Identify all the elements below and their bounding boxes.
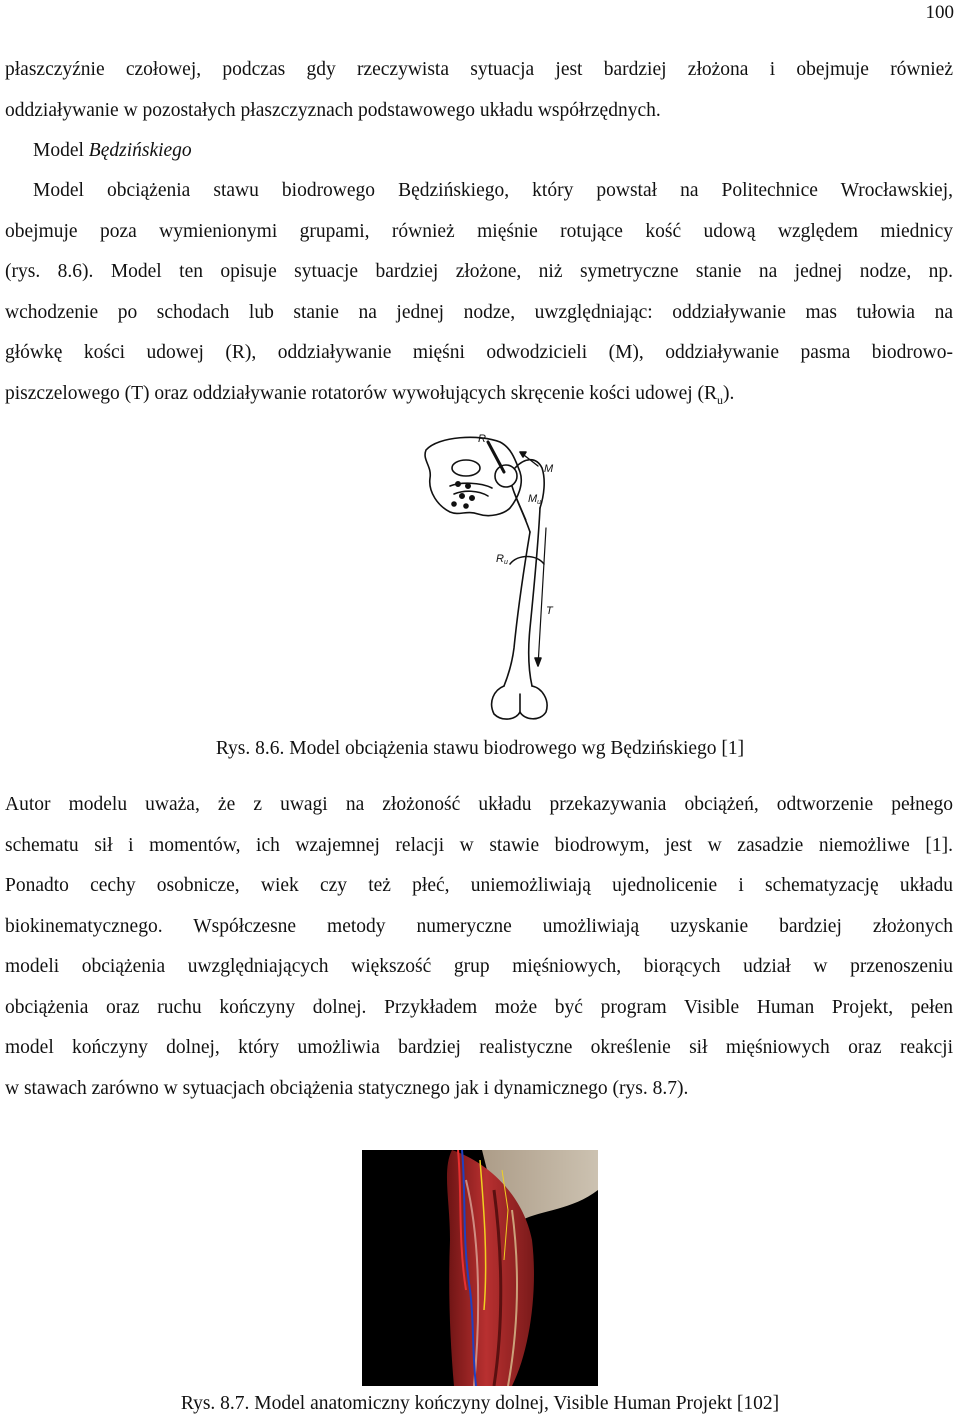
text-line: model kończyny dolnej, który umożliwia bardziej realistyczne określenie sił mięśniowych oraz reakcji	[5, 1037, 953, 1058]
femur-pelvis-diagram	[420, 428, 560, 728]
force-label-m: M	[544, 463, 554, 475]
force-label-ru: Ru	[496, 553, 508, 566]
text-line: w stawach zarówno w sytuacjach obciążenia statycznego jak i dynamicznego (rys. 8.7).	[5, 1077, 689, 1099]
page-number: 100	[925, 2, 954, 23]
section-heading: Model Będzińskiego	[33, 140, 192, 161]
text-line: (rys. 8.6). Model ten opisuje sytuacje bardziej złożone, niż symetryczne stanie na jednej nodze, np.	[5, 261, 953, 282]
text-line: schematu sił i momentów, ich wzajemnej relacji w stawie biodrowym, jest w zasadzie niemożliwe [1].	[5, 834, 953, 856]
figure-8-7-caption: Rys. 8.7. Model anatomiczny kończyny dolnej, Visible Human Projekt [102]	[180, 1393, 780, 1414]
hip-load-model-figure	[420, 428, 560, 728]
text-line: główkę kości udowej (R), oddziaływanie mięśni odwodzicieli (M), oddziaływanie pasma biodrowo-	[5, 342, 953, 363]
force-label-mu: Mu	[528, 493, 542, 506]
text-line: Ponadto cechy osobnicze, wiek czy też płeć, uniemożliwiają ujednolicenie i schematyzację układu	[5, 875, 953, 896]
text-line: piszczelowego (T) oraz oddziaływanie rotatorów wywołujących skręcenie kości udowej $(R_u)$.	[5, 382, 735, 407]
text-line: modeli obciążenia uwzględniających większość grup mięśniowych, biorących udział w przenoszeniu	[5, 956, 953, 977]
paragraph-3	[5, 785, 953, 1109]
figure-8-6-caption: Rys. 8.6. Model obciążenia stawu biodrowego wg Będzińskiego [1]	[215, 738, 745, 759]
text-line: Model obciążenia stawu biodrowego Będzińskiego, który powstał na Politechnice Wrocławskiej,	[33, 180, 953, 201]
text-line: oddziaływanie w pozostałych płaszczyznach podstawowego układu współrzędnych.	[5, 99, 661, 121]
force-label-r: R	[478, 433, 486, 445]
text-line: obejmuje poza wymienionymi grupami, również mięśnie rotujące kość udową względem miednicy	[5, 220, 953, 242]
text-line: wchodzenie po schodach lub stanie na jednej nodze, uwzględniając: oddziaływanie mas tułowia na	[5, 301, 953, 323]
text-line: biokinematycznego. Współczesne metody numeryczne umożliwiają uzyskanie bardziej złożonych	[5, 915, 953, 937]
paragraph-1	[5, 50, 953, 172]
anatomical-leg-model-image	[362, 1150, 598, 1386]
force-label-t: T	[546, 605, 553, 617]
text-line: płaszczyźnie czołowej, podczas gdy rzeczywista sytuacja jest bardziej złożona i obejmuje również	[5, 59, 953, 80]
paragraph-2	[5, 171, 953, 420]
text-line: Autor modelu uważa, że z uwagi na złożoność układu przekazywania obciążeń, odtworzenie pełnego	[5, 794, 953, 815]
text-line: obciążenia oraz ruchu kończyny dolnej. Przykładem może być program Visible Human Projekt, pełen	[5, 996, 953, 1018]
thigh-muscle-render	[362, 1150, 598, 1386]
